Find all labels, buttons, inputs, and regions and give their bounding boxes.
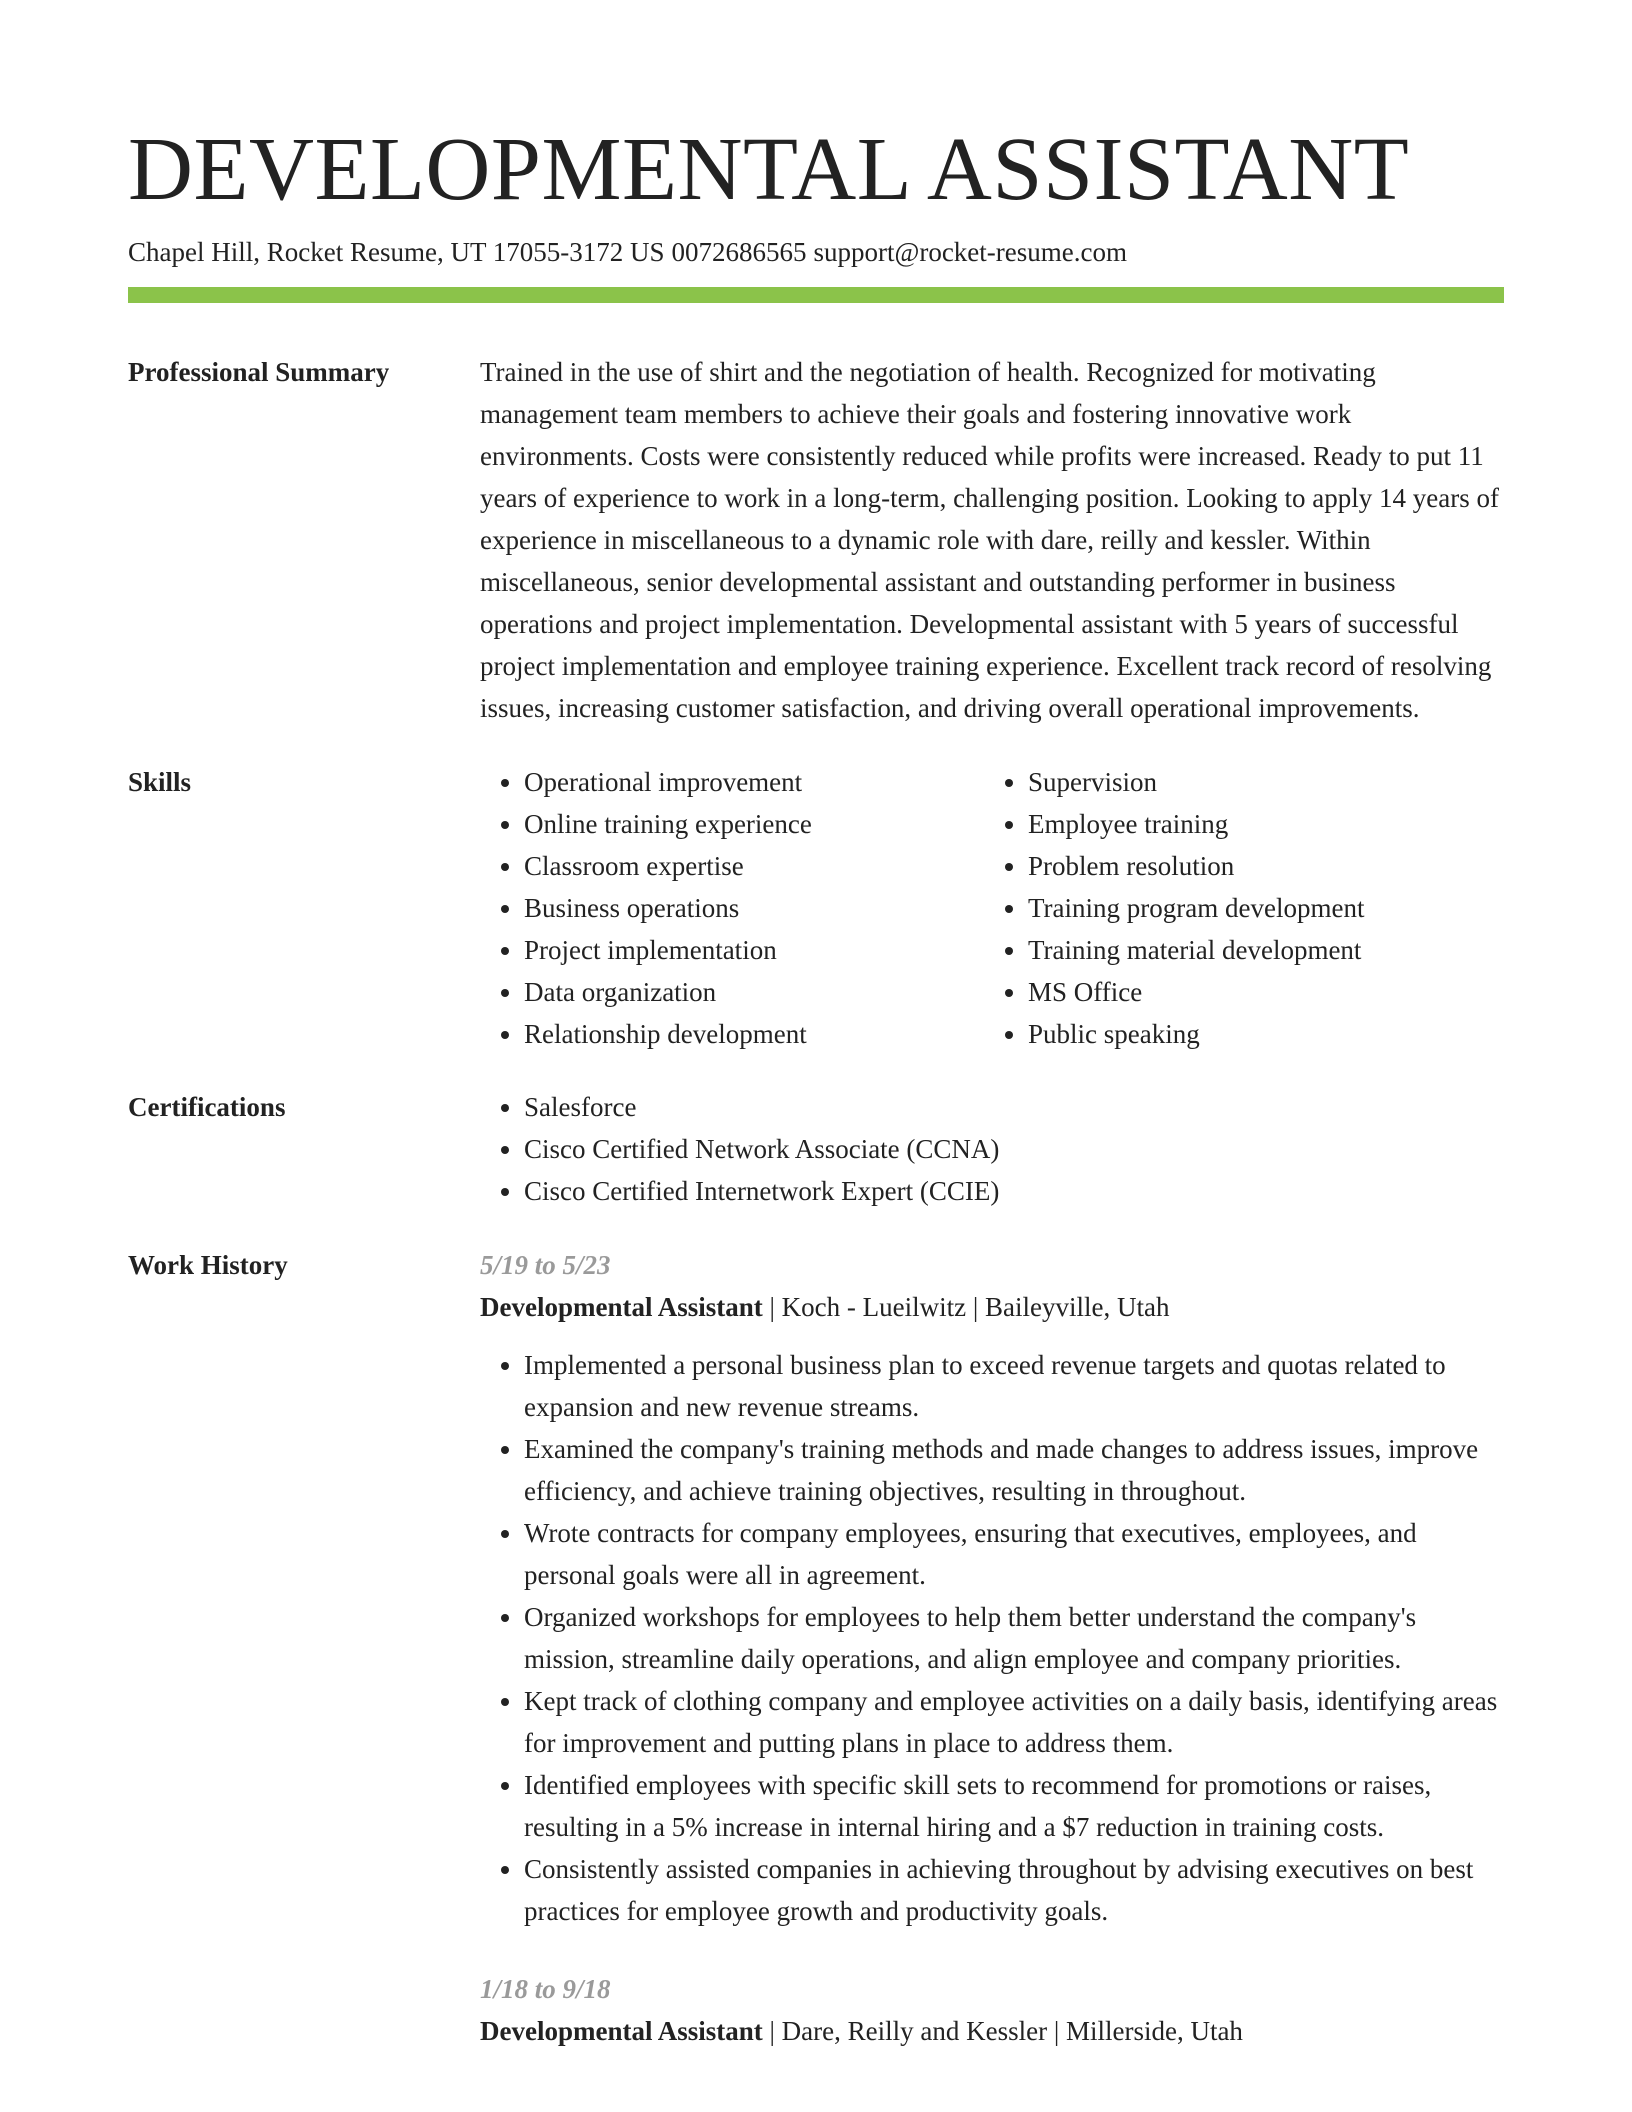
job-title: Developmental Assistant bbox=[480, 1292, 763, 1322]
work-history-label: Work History bbox=[128, 1250, 288, 1280]
skill-item: • MS Office bbox=[1028, 971, 1488, 1013]
contact-line bbox=[128, 234, 1504, 270]
summary-text: Trained in the use of shirt and the negotiation of health. Recognized for motivating management team members to achieve their goals and fostering innovative work environments. Costs were consistently reduced while profits were increased. Ready to put 11 years of experience to work in a long-term, challenging position. Looking to apply 14 years of experience in miscellaneous to a dynamic role with dare, reilly and kessler. Within miscellaneous, senior developmental assistant and outstanding performer in business operations and project implementation. Developmental assistant with 5 years of successful project implementation and employee training experience. Excellent track record of resolving issues, increasing customer satisfaction, and driving overall operational improvements. bbox=[480, 357, 1499, 723]
summary-label: Professional Summary bbox=[128, 357, 390, 387]
job-bullet: • Implemented a personal business plan to exceed revenue targets and quotas related to expansion and new revenue streams. bbox=[524, 1344, 1504, 1428]
contact-address: Chapel Hill, Rocket Resume, UT 17055-3172 US bbox=[128, 237, 665, 267]
skill-item: • Supervision bbox=[1028, 761, 1488, 803]
skill-item: • Data organization bbox=[524, 971, 984, 1013]
job-title-line bbox=[480, 2010, 1504, 2052]
skill-item: • Classroom expertise bbox=[524, 845, 984, 887]
work-history-section bbox=[128, 1244, 1504, 2052]
job-bullet: • Kept track of clothing company and employee activities on a daily basis, identifying areas for improvement and putting plans in place to address them. bbox=[524, 1680, 1504, 1764]
skill-item: • Project implementation bbox=[524, 929, 984, 971]
certifications-list bbox=[480, 1086, 1504, 1212]
skill-item: • Public speaking bbox=[1028, 1013, 1488, 1055]
job-title: Developmental Assistant bbox=[480, 2016, 763, 2046]
skill-item: • Business operations bbox=[524, 887, 984, 929]
skill-item: • Relationship development bbox=[524, 1013, 984, 1055]
certification-item: • Cisco Certified Network Associate (CCNA) bbox=[524, 1128, 1504, 1170]
certification-item: • Cisco Certified Internetwork Expert (CCIE) bbox=[524, 1170, 1504, 1212]
skill-item: • Employee training bbox=[1028, 803, 1488, 845]
certification-item: • Salesforce bbox=[524, 1086, 1504, 1128]
job-dates: 5/19 to 5/23 bbox=[480, 1250, 611, 1280]
contact-email: support@rocket-resume.com bbox=[813, 237, 1127, 267]
skills-list-right bbox=[984, 761, 1488, 1055]
job-entry bbox=[480, 1968, 1504, 2052]
skill-item: • Online training experience bbox=[524, 803, 984, 845]
resume-title: DEVELOPMENTAL ASSISTANT bbox=[128, 120, 1410, 219]
job-entry bbox=[480, 1244, 1504, 1932]
job-dates: 1/18 to 9/18 bbox=[480, 1974, 611, 2004]
skills-grid bbox=[480, 761, 1504, 1055]
skill-item: • Training material development bbox=[1028, 929, 1488, 971]
header-divider bbox=[128, 287, 1504, 303]
summary-section bbox=[128, 351, 1504, 729]
skills-list-left bbox=[480, 761, 984, 1055]
skill-item: • Training program development bbox=[1028, 887, 1488, 929]
skill-item: • Operational improvement bbox=[524, 761, 984, 803]
job-bullet: • Wrote contracts for company employees, ensuring that executives, employees, and personal goals were all in agreement. bbox=[524, 1512, 1504, 1596]
resume-page bbox=[128, 118, 1504, 2052]
job-bullet: • Organized workshops for employees to help them better understand the company's mission, streamline daily operations, and align employee and company priorities. bbox=[524, 1596, 1504, 1680]
job-details: | Koch - Lueilwitz | Baileyville, Utah bbox=[762, 1292, 1170, 1322]
certifications-section bbox=[128, 1086, 1504, 1212]
job-title-line bbox=[480, 1286, 1504, 1328]
job-bullet: • Consistently assisted companies in achieving throughout by advising executives on best practices for employee growth and productivity goals. bbox=[524, 1848, 1504, 1932]
certifications-label: Certifications bbox=[128, 1092, 286, 1122]
job-details: | Dare, Reilly and Kessler | Millerside, Utah bbox=[762, 2016, 1243, 2046]
job-bullets bbox=[480, 1344, 1504, 1932]
job-bullet: • Identified employees with specific skill sets to recommend for promotions or raises, resulting in a 5% increase in internal hiring and a $7 reduction in training costs. bbox=[524, 1764, 1504, 1848]
work-history-body bbox=[480, 1244, 1504, 2052]
skill-item: • Problem resolution bbox=[1028, 845, 1488, 887]
contact-phone: 0072686565 bbox=[671, 237, 807, 267]
job-bullet: • Examined the company's training methods and made changes to address issues, improve efficiency, and achieve training objectives, resulting in throughout. bbox=[524, 1428, 1504, 1512]
skills-label: Skills bbox=[128, 767, 192, 797]
certifications-body bbox=[480, 1086, 1504, 1212]
skills-section bbox=[128, 761, 1504, 1055]
